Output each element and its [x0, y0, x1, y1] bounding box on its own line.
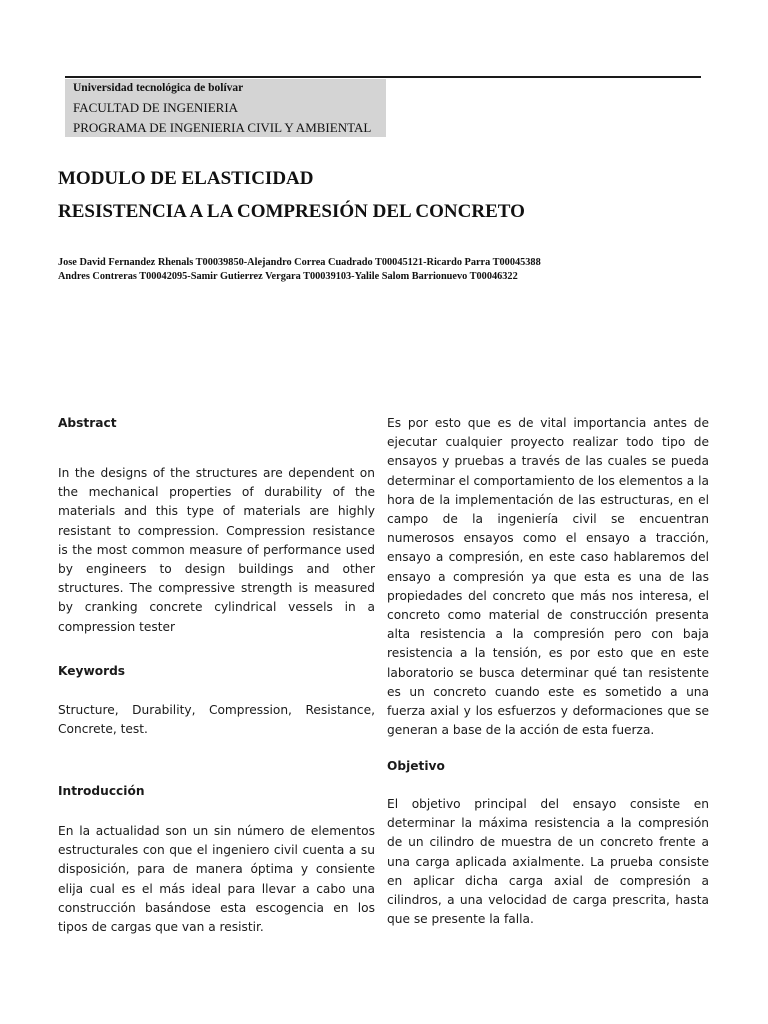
faculty-name: FACULTAD DE INGENIERIA [73, 100, 239, 115]
paper-title-line-1: MODULO DE ELASTICIDAD [58, 168, 314, 189]
introduction-continued-text: Es por esto que es de vital importancia antes de ejecutar cualquier proyecto realizar todo tipo de ensayos y pruebas a través de las cuales se pueda determinar el comportamiento de los elementos a la hora de la implementación de las estructuras, en el campo de la ingeniería civil se encuentran numerosos ensayos como el ensayo a tracción, ensayo a compresión, en este caso hablaremos del ensayo a compresión ya que esta es una de las propiedades del concreto que más nos interesa, el concreto como material de construcción presenta alta resistencia a la compresión pero con baja resistencia a la tensión, es por esto que en este laboratorio se busca determinar qué tan resistente es un concreto cuando este es sometido a una fuerza axial y los esfuerzos y deformaciones que se generan a base de la acción de esta fuerza. [387, 416, 709, 738]
author-list [58, 256, 658, 284]
institution-header [65, 79, 386, 137]
paper-title-line-2: RESISTENCIA A LA COMPRESIÓN DEL CONCRETO [58, 201, 525, 222]
objective-text: El objetivo principal del ensayo consiste en determinar la máxima resistencia a la compresión de un cilindro de muestra de un concreto frente a una carga aplicada axialmente. La prueba consiste en aplicar dicha carga axial de compresión a cilindros, a una velocidad de carga prescrita, hasta que se presente la falla. [387, 797, 709, 927]
author-line-2: Andres Contreras T00042095-Samir Gutierrez Vergara T00039103-Yalile Salom Barrionuevo T00046322 [58, 271, 518, 282]
keywords-text: Structure, Durability, Compression, Resistance, Concrete, test. [58, 703, 375, 737]
abstract-heading: Abstract [58, 416, 117, 430]
program-name: PROGRAMA DE INGENIERIA CIVIL Y AMBIENTAL [73, 120, 372, 135]
author-line-1: Jose David Fernandez Rhenals T00039850-Alejandro Correa Cuadrado T00045121-Ricardo Parra T00045388 [58, 257, 541, 268]
university-name: Universidad tecnológica de bolívar [73, 82, 244, 94]
keywords-heading: Keywords [58, 664, 126, 678]
introduction-heading: Introducción [58, 784, 145, 798]
objective-heading: Objetivo [387, 759, 445, 773]
header-top-rule [65, 76, 701, 78]
introduction-text: En la actualidad son un sin número de elementos estructurales con que el ingeniero civil cuenta a su disposición, para de manera óptima y consiente elija cual es el más ideal para llevar a cabo una construcción basándose esta escogencia en los tipos de cargas que van a resistir. [58, 824, 375, 935]
abstract-text: In the designs of the structures are dependent on the mechanical properties of durability of the materials and this type of materials are highly resistant to compression. Compression resistance is the most common measure of performance used by engineers to design buildings and other structures. The compressive strength is measured by cranking concrete cylindrical vessels in a compression tester [58, 466, 375, 634]
